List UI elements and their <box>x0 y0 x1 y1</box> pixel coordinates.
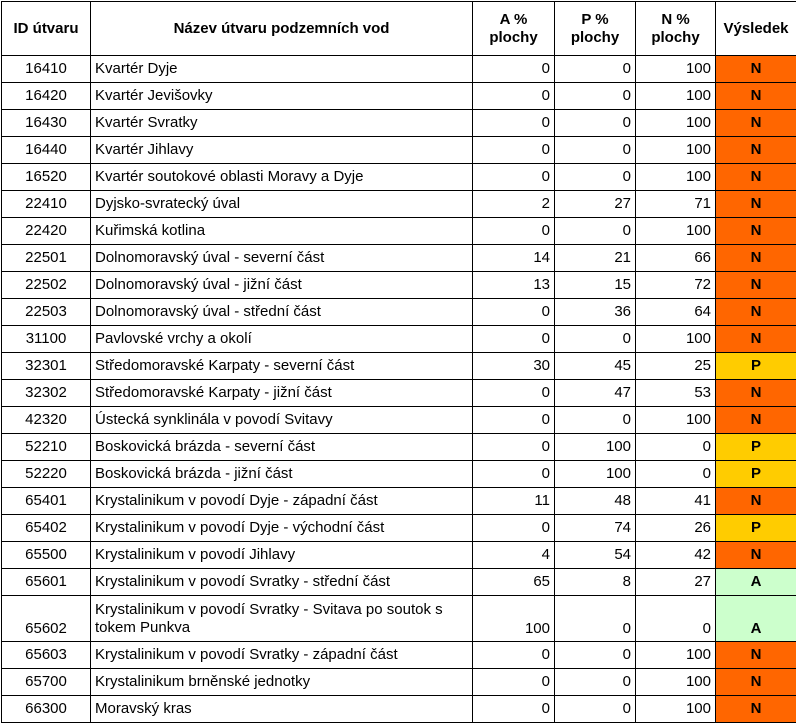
cell-result: N <box>716 218 796 245</box>
cell-a-percent: 0 <box>473 299 555 326</box>
cell-result: A <box>716 596 796 642</box>
table-row <box>2 218 796 245</box>
cell-id: 22420 <box>2 218 91 245</box>
cell-a-percent: 0 <box>473 407 555 434</box>
header-id: ID útvaru <box>2 2 91 56</box>
cell-result: N <box>716 407 796 434</box>
cell-p-percent: 0 <box>555 407 636 434</box>
cell-name: Krystalinikum v povodí Svratky - střední část <box>91 569 473 596</box>
cell-result: P <box>716 353 796 380</box>
cell-n-percent: 100 <box>636 56 716 83</box>
cell-id: 65401 <box>2 488 91 515</box>
cell-result: N <box>716 83 796 110</box>
table-row <box>2 272 796 299</box>
cell-n-percent: 100 <box>636 110 716 137</box>
cell-n-percent: 100 <box>636 696 716 723</box>
cell-a-percent: 0 <box>473 515 555 542</box>
cell-a-percent: 100 <box>473 596 555 642</box>
cell-id: 32301 <box>2 353 91 380</box>
cell-id: 65500 <box>2 542 91 569</box>
table-row <box>2 299 796 326</box>
header-p-percent <box>555 2 636 56</box>
table-row <box>2 191 796 218</box>
cell-n-percent: 25 <box>636 353 716 380</box>
cell-n-percent: 42 <box>636 542 716 569</box>
cell-p-percent: 36 <box>555 299 636 326</box>
cell-n-percent: 26 <box>636 515 716 542</box>
cell-p-percent: 54 <box>555 542 636 569</box>
cell-id: 16520 <box>2 164 91 191</box>
cell-name: Pavlovské vrchy a okolí <box>91 326 473 353</box>
cell-a-percent: 65 <box>473 569 555 596</box>
table-row <box>2 434 796 461</box>
cell-name: Kvartér Jevišovky <box>91 83 473 110</box>
cell-a-percent: 30 <box>473 353 555 380</box>
cell-id: 65603 <box>2 642 91 669</box>
cell-name: Dolnomoravský úval - jižní část <box>91 272 473 299</box>
table-row <box>2 164 796 191</box>
cell-n-percent: 0 <box>636 596 716 642</box>
table-row <box>2 461 796 488</box>
cell-n-percent: 100 <box>636 642 716 669</box>
cell-p-percent: 0 <box>555 696 636 723</box>
cell-result: A <box>716 569 796 596</box>
cell-id: 52210 <box>2 434 91 461</box>
cell-n-percent: 53 <box>636 380 716 407</box>
cell-id: 22502 <box>2 272 91 299</box>
cell-id: 65601 <box>2 569 91 596</box>
table-header <box>2 2 796 56</box>
cell-result: P <box>716 515 796 542</box>
cell-id: 16430 <box>2 110 91 137</box>
cell-result: N <box>716 164 796 191</box>
cell-id: 22503 <box>2 299 91 326</box>
table-row <box>2 353 796 380</box>
cell-p-percent: 0 <box>555 137 636 164</box>
cell-name: Krystalinikum brněnské jednotky <box>91 669 473 696</box>
cell-n-percent: 100 <box>636 326 716 353</box>
cell-p-percent: 0 <box>555 218 636 245</box>
cell-name: Dyjsko-svratecký úval <box>91 191 473 218</box>
cell-name: Krystalinikum v povodí Dyje - východní část <box>91 515 473 542</box>
cell-p-percent: 47 <box>555 380 636 407</box>
cell-name: Kvartér soutokové oblasti Moravy a Dyje <box>91 164 473 191</box>
cell-p-percent: 0 <box>555 56 636 83</box>
cell-id: 16410 <box>2 56 91 83</box>
cell-name: Středomoravské Karpaty - severní část <box>91 353 473 380</box>
cell-id: 31100 <box>2 326 91 353</box>
cell-p-percent: 27 <box>555 191 636 218</box>
cell-result: N <box>716 380 796 407</box>
cell-id: 42320 <box>2 407 91 434</box>
header-p-line2: plochy <box>571 29 619 46</box>
table-row <box>2 488 796 515</box>
cell-a-percent: 0 <box>473 696 555 723</box>
cell-a-percent: 14 <box>473 245 555 272</box>
cell-a-percent: 13 <box>473 272 555 299</box>
cell-name: Krystalinikum v povodí Jihlavy <box>91 542 473 569</box>
cell-name: Kvartér Jihlavy <box>91 137 473 164</box>
cell-name: Kvartér Dyje <box>91 56 473 83</box>
cell-a-percent: 0 <box>473 326 555 353</box>
table-row <box>2 669 796 696</box>
cell-id: 65602 <box>2 596 91 642</box>
cell-n-percent: 0 <box>636 461 716 488</box>
cell-a-percent: 0 <box>473 380 555 407</box>
cell-p-percent: 100 <box>555 461 636 488</box>
table-row <box>2 542 796 569</box>
table-row <box>2 326 796 353</box>
cell-a-percent: 0 <box>473 137 555 164</box>
cell-p-percent: 0 <box>555 164 636 191</box>
table-row <box>2 110 796 137</box>
cell-id: 65700 <box>2 669 91 696</box>
cell-a-percent: 0 <box>473 164 555 191</box>
table-body <box>2 56 796 723</box>
cell-n-percent: 100 <box>636 83 716 110</box>
cell-a-percent: 2 <box>473 191 555 218</box>
cell-n-percent: 27 <box>636 569 716 596</box>
table-row <box>2 56 796 83</box>
cell-id: 65402 <box>2 515 91 542</box>
cell-id: 66300 <box>2 696 91 723</box>
cell-result: N <box>716 696 796 723</box>
cell-n-percent: 72 <box>636 272 716 299</box>
cell-result: N <box>716 669 796 696</box>
cell-p-percent: 0 <box>555 669 636 696</box>
cell-name: Krystalinikum v povodí Svratky - západní část <box>91 642 473 669</box>
cell-p-percent: 45 <box>555 353 636 380</box>
cell-name: Boskovická brázda - severní část <box>91 434 473 461</box>
cell-n-percent: 66 <box>636 245 716 272</box>
cell-name: Dolnomoravský úval - severní část <box>91 245 473 272</box>
header-p-line1: P % <box>581 11 608 28</box>
table-row <box>2 83 796 110</box>
cell-a-percent: 0 <box>473 218 555 245</box>
table-row <box>2 245 796 272</box>
cell-p-percent: 0 <box>555 642 636 669</box>
cell-a-percent: 4 <box>473 542 555 569</box>
cell-p-percent: 15 <box>555 272 636 299</box>
cell-name: Středomoravské Karpaty - jižní část <box>91 380 473 407</box>
cell-n-percent: 100 <box>636 407 716 434</box>
cell-result: N <box>716 542 796 569</box>
cell-result: N <box>716 488 796 515</box>
cell-a-percent: 11 <box>473 488 555 515</box>
table-row <box>2 696 796 723</box>
table-row <box>2 569 796 596</box>
cell-a-percent: 0 <box>473 83 555 110</box>
cell-result: N <box>716 137 796 164</box>
cell-result: P <box>716 461 796 488</box>
cell-name: Dolnomoravský úval - střední část <box>91 299 473 326</box>
cell-id: 16440 <box>2 137 91 164</box>
cell-n-percent: 100 <box>636 137 716 164</box>
cell-a-percent: 0 <box>473 669 555 696</box>
cell-n-percent: 100 <box>636 164 716 191</box>
header-n-line1: N % <box>661 11 689 28</box>
cell-result: N <box>716 642 796 669</box>
cell-result: N <box>716 245 796 272</box>
cell-a-percent: 0 <box>473 434 555 461</box>
cell-id: 32302 <box>2 380 91 407</box>
cell-id: 52220 <box>2 461 91 488</box>
cell-p-percent: 8 <box>555 569 636 596</box>
table-row <box>2 642 796 669</box>
cell-id: 22410 <box>2 191 91 218</box>
cell-n-percent: 41 <box>636 488 716 515</box>
header-a-percent <box>473 2 555 56</box>
header-result: Výsledek <box>716 2 796 56</box>
cell-name: Krystalinikum v povodí Svratky - Svitava po soutok s tokem Punkva <box>91 596 473 642</box>
cell-result: N <box>716 110 796 137</box>
cell-result: N <box>716 326 796 353</box>
table-row <box>2 137 796 164</box>
cell-n-percent: 0 <box>636 434 716 461</box>
header-n-line2: plochy <box>651 29 699 46</box>
cell-id: 16420 <box>2 83 91 110</box>
table-row <box>2 515 796 542</box>
groundwater-table <box>1 1 796 723</box>
cell-name: Kvartér Svratky <box>91 110 473 137</box>
table-row <box>2 596 796 642</box>
cell-p-percent: 21 <box>555 245 636 272</box>
cell-p-percent: 0 <box>555 110 636 137</box>
header-a-line2: plochy <box>489 29 537 46</box>
cell-name: Krystalinikum v povodí Dyje - západní část <box>91 488 473 515</box>
cell-n-percent: 71 <box>636 191 716 218</box>
cell-a-percent: 0 <box>473 110 555 137</box>
cell-a-percent: 0 <box>473 461 555 488</box>
cell-p-percent: 0 <box>555 326 636 353</box>
cell-result: N <box>716 299 796 326</box>
cell-name: Ústecká synklinála v povodí Svitavy <box>91 407 473 434</box>
cell-a-percent: 0 <box>473 56 555 83</box>
header-n-percent <box>636 2 716 56</box>
cell-p-percent: 0 <box>555 83 636 110</box>
cell-a-percent: 0 <box>473 642 555 669</box>
cell-n-percent: 100 <box>636 669 716 696</box>
table-row <box>2 380 796 407</box>
cell-id: 22501 <box>2 245 91 272</box>
table-row <box>2 407 796 434</box>
cell-result: N <box>716 56 796 83</box>
cell-name: Boskovická brázda - jižní část <box>91 461 473 488</box>
cell-name: Kuřimská kotlina <box>91 218 473 245</box>
cell-p-percent: 74 <box>555 515 636 542</box>
cell-result: N <box>716 272 796 299</box>
cell-result: N <box>716 191 796 218</box>
cell-n-percent: 64 <box>636 299 716 326</box>
cell-result: P <box>716 434 796 461</box>
cell-n-percent: 100 <box>636 218 716 245</box>
header-name: Název útvaru podzemních vod <box>91 2 473 56</box>
header-a-line1: A % <box>500 11 528 28</box>
cell-p-percent: 100 <box>555 434 636 461</box>
cell-p-percent: 48 <box>555 488 636 515</box>
cell-name: Moravský kras <box>91 696 473 723</box>
cell-p-percent: 0 <box>555 596 636 642</box>
